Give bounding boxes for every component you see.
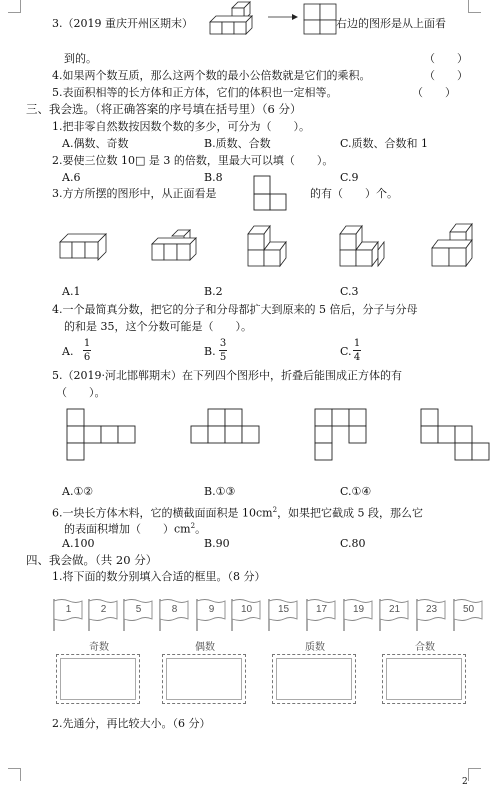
c4-option-b-fraction-bar <box>219 350 227 351</box>
q5-answer-paren[interactable]: （ ） <box>412 86 456 99</box>
corner-mark-top-right <box>468 0 481 13</box>
c3-stem-pre: 3.方方所摆的图形中，从正面看是 <box>52 187 217 200</box>
category-answer-box[interactable] <box>272 654 356 704</box>
q4-answer-paren[interactable]: （ ） <box>424 69 468 82</box>
flag-number: 5 <box>135 604 142 615</box>
number-flag[interactable] <box>378 597 410 633</box>
c6-option-c[interactable]: C.80 <box>340 537 366 550</box>
q4-text: 4.如果两个数互质，那么这两个数的最小公倍数就是它们的乘积。 <box>52 69 371 82</box>
q3-text-line2: 到的。 <box>64 52 97 65</box>
flag-number: 10 <box>240 604 253 615</box>
c4-option-b-denominator: 5 <box>219 352 227 363</box>
c1-option-c[interactable]: C.质数、合数和 1 <box>340 137 429 150</box>
flag-icon <box>378 597 410 633</box>
category-answer-box-inner <box>60 658 136 700</box>
q3-answer-paren[interactable]: （ ） <box>424 52 468 65</box>
c6-line1-post: ，如果把它截成 5 段，那么它 <box>277 506 424 520</box>
category-answer-box-inner <box>166 658 242 700</box>
flag-icon <box>305 597 337 633</box>
flag-icon <box>230 597 262 633</box>
number-flag[interactable] <box>87 597 119 633</box>
c4-option-c-fraction-bar <box>353 350 361 351</box>
c6-sup1: 2 <box>272 506 278 514</box>
c4-option-c-label[interactable]: C. <box>340 345 352 358</box>
c6-line2-pre: 的表面积增加（ ）cm <box>64 522 191 536</box>
c3-stem-post: 的有（ ）个。 <box>310 187 398 200</box>
flag-number: 50 <box>462 604 475 615</box>
flag-number: 23 <box>425 604 438 615</box>
c3-front-view-figure <box>250 172 290 212</box>
c5-option-a[interactable]: A.①② <box>62 485 94 498</box>
category-label: 奇数 <box>89 642 109 653</box>
c3-option-c[interactable]: C.3 <box>340 285 359 298</box>
c4-option-c-denominator: 4 <box>353 352 361 363</box>
flag-number: 21 <box>388 604 401 615</box>
number-flag[interactable] <box>52 597 84 633</box>
c4-line1: 4.一个最简真分数，把它的分子和分母都扩大到原来的 5 倍后，分子与分母 <box>52 303 418 316</box>
page-number: 2 <box>462 777 468 787</box>
number-flag[interactable] <box>230 597 262 633</box>
c6-sup2: 2 <box>190 522 196 530</box>
flag-icon <box>452 597 484 633</box>
c3-figure-b <box>150 228 210 274</box>
flag-number: 9 <box>208 604 215 615</box>
flag-number: 19 <box>352 604 365 615</box>
corner-mark-bottom-right <box>468 768 481 781</box>
flag-number: 17 <box>315 604 328 615</box>
c5-net-4 <box>420 408 490 464</box>
c4-option-a-numerator: 1 <box>83 338 91 349</box>
flag-number: 2 <box>100 604 107 615</box>
c5-line1: 5.（2019·河北邯郸期末）在下列四个图形中，折叠后能围成正方体的有 <box>52 369 402 382</box>
flag-number: 8 <box>171 604 178 615</box>
category-answer-box[interactable] <box>162 654 246 704</box>
q3-cube-figure <box>210 2 270 38</box>
corner-mark-bottom-left <box>8 768 21 781</box>
section-3-title: 三、我会选。（将正确答案的序号填在括号里）（6 分） <box>26 102 302 116</box>
c5-option-c[interactable]: C.①④ <box>340 485 372 498</box>
arrow-icon <box>268 12 298 22</box>
q3-text-post: 右边的图形是从上面看 <box>336 17 446 30</box>
flag-icon <box>52 597 84 633</box>
flag-icon <box>87 597 119 633</box>
c6-line2-post: 。 <box>195 522 207 536</box>
c2-option-c[interactable]: C.9 <box>340 171 359 184</box>
c2-option-a[interactable]: A.6 <box>62 171 81 184</box>
number-flag[interactable] <box>122 597 154 633</box>
category-answer-box[interactable] <box>382 654 466 704</box>
flag-icon <box>415 597 447 633</box>
c4-line2: 的和是 35，这个分数可能是（ ）。 <box>64 320 252 333</box>
number-flag[interactable] <box>158 597 190 633</box>
c5-net-1 <box>66 408 146 464</box>
category-label: 质数 <box>305 642 325 653</box>
c2-option-b[interactable]: B.8 <box>204 171 223 184</box>
category-label: 合数 <box>415 642 435 653</box>
c3-figure-a <box>58 228 118 274</box>
category-answer-box[interactable] <box>56 654 140 704</box>
flag-icon <box>342 597 374 633</box>
category-label: 偶数 <box>195 642 215 653</box>
section-4-title: 四、我会做。（共 20 分） <box>26 553 158 567</box>
flag-icon <box>158 597 190 633</box>
c6-line1 <box>52 503 423 521</box>
c4-option-c-numerator: 1 <box>353 338 361 349</box>
number-flag[interactable] <box>305 597 337 633</box>
c3-figure-c <box>246 220 306 280</box>
c1-option-a[interactable]: A.偶数、奇数 <box>62 137 129 150</box>
flag-icon <box>122 597 154 633</box>
flag-number: 1 <box>65 604 72 615</box>
flag-icon <box>267 597 299 633</box>
c6-option-a[interactable]: A.100 <box>62 537 95 550</box>
c6-line1-pre: 6.一块长方体木料，它的横截面面积是 10cm <box>52 506 273 520</box>
c3-option-a[interactable]: A.1 <box>62 285 81 298</box>
c4-option-a-fraction-bar <box>83 350 91 351</box>
number-flag[interactable] <box>452 597 484 633</box>
number-flag[interactable] <box>415 597 447 633</box>
c1-stem: 1.把非零自然数按因数个数的多少，可分为（ ）。 <box>52 120 310 133</box>
c5-net-2 <box>190 408 270 464</box>
corner-mark-top-left <box>8 0 21 13</box>
c3-option-b[interactable]: B.2 <box>204 285 223 298</box>
c6-line2 <box>64 519 206 537</box>
c2-stem: 2.要使三位数 10□ 是 3 的倍数，里最大可以填（ ）。 <box>52 154 334 167</box>
c5-line2: （ ）。 <box>56 386 106 399</box>
flag-icon <box>195 597 227 633</box>
c4-option-b-label[interactable]: B. <box>204 345 216 358</box>
c5-net-3 <box>314 408 394 464</box>
c5-option-b[interactable]: B.①③ <box>204 485 236 498</box>
d1-stem: 1.将下面的数分别填入合适的框里。（8 分） <box>52 570 266 583</box>
c3-figure-d <box>338 220 398 280</box>
category-answer-box-inner <box>386 658 462 700</box>
c1-option-b[interactable]: B.质数、合数 <box>204 137 271 150</box>
c3-figure-e <box>430 220 490 280</box>
c4-option-a-label[interactable]: A. <box>62 345 74 358</box>
category-answer-box-inner <box>276 658 352 700</box>
q3-text-pre: 3.（2019 重庆开州区期末） <box>52 17 193 30</box>
c6-option-b[interactable]: B.90 <box>204 537 230 550</box>
number-flag[interactable] <box>195 597 227 633</box>
c4-option-a-denominator: 6 <box>83 352 91 363</box>
d2-stem: 2.先通分，再比较大小。（6 分） <box>52 717 211 730</box>
q5-text: 5.表面积相等的长方体和正方体，它们的体积也一定相等。 <box>52 86 338 99</box>
number-flag[interactable] <box>267 597 299 633</box>
c4-option-b-numerator: 3 <box>219 338 227 349</box>
number-flag[interactable] <box>342 597 374 633</box>
flag-number: 15 <box>277 604 290 615</box>
